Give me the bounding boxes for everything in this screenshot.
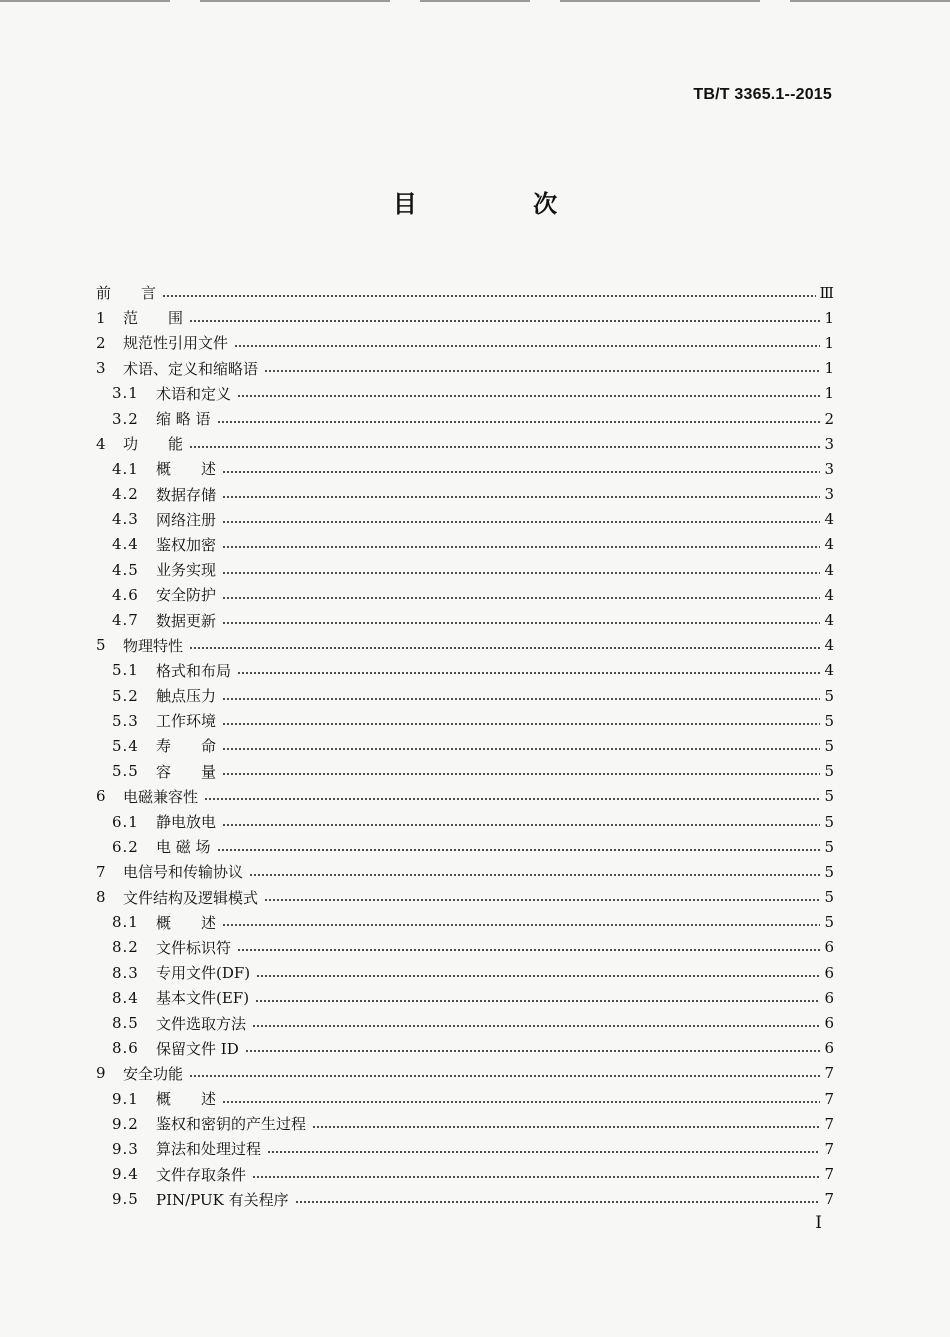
toc-entry-number: 9.2 xyxy=(112,1114,139,1133)
toc-entry[interactable] xyxy=(96,1111,834,1136)
toc-entry[interactable] xyxy=(96,582,834,607)
dot-leader xyxy=(249,874,820,876)
toc-entry-number: 4.1 xyxy=(112,459,139,478)
toc-entry[interactable] xyxy=(96,633,834,658)
toc-entry-number: 4.2 xyxy=(112,485,139,504)
dot-leader xyxy=(264,370,820,372)
toc-entry[interactable] xyxy=(96,658,834,683)
toc-entry[interactable] xyxy=(96,1187,834,1212)
toc-entry[interactable] xyxy=(96,482,834,507)
toc-entry-number: 6.2 xyxy=(112,837,139,856)
dot-leader xyxy=(222,1101,820,1103)
toc-entry[interactable] xyxy=(96,1086,834,1111)
toc-entry-label: 物理特性 xyxy=(123,636,184,655)
toc-entry[interactable] xyxy=(96,759,834,784)
toc-entry-page: 5 xyxy=(824,913,834,932)
dot-leader xyxy=(312,1126,820,1128)
toc-entry-page: 2 xyxy=(824,409,834,428)
toc-entry-page: 3 xyxy=(824,459,834,478)
toc-entry-page: 4 xyxy=(824,560,834,579)
toc-entry-label: 鉴权和密钥的产生过程 xyxy=(156,1115,307,1134)
toc-entry-label: 概 述 xyxy=(156,460,217,479)
toc-entry-page: 4 xyxy=(824,661,834,680)
toc-entry-number: 8.3 xyxy=(112,963,139,982)
dot-leader xyxy=(222,748,820,750)
toc-entry-page: 4 xyxy=(824,585,834,604)
page-title: 目 次 xyxy=(392,190,612,218)
toc-entry-label: 格式和布局 xyxy=(156,661,232,680)
toc-entry[interactable] xyxy=(96,330,834,355)
toc-entry-label: 规范性引用文件 xyxy=(123,334,229,353)
toc-entry-page: 3 xyxy=(824,434,834,453)
toc-entry-page: 6 xyxy=(824,963,834,982)
toc-entry-label: 静电放电 xyxy=(156,813,217,832)
toc-entry-number: 8.2 xyxy=(112,938,139,957)
toc-entry-label: 文件标识符 xyxy=(156,938,232,957)
toc-entry-label: 概 述 xyxy=(156,913,217,932)
scan-edge xyxy=(0,0,950,4)
toc-entry[interactable] xyxy=(96,431,834,456)
toc-entry-number: 4.5 xyxy=(112,560,139,579)
dot-leader xyxy=(295,1201,820,1203)
toc-entry-page: 1 xyxy=(824,384,834,403)
toc-entry-label: 安全功能 xyxy=(123,1064,184,1083)
dot-leader xyxy=(252,1176,820,1178)
toc-entry-number: 4.6 xyxy=(112,585,139,604)
toc-entry-number: 4.7 xyxy=(112,611,139,630)
toc-entry-label: 电信号和传输协议 xyxy=(123,863,244,882)
dot-leader xyxy=(222,924,820,926)
toc-entry-label: PIN/PUK 有关程序 xyxy=(156,1190,289,1209)
toc-entry-page: 4 xyxy=(824,510,834,529)
toc-entry-page: 5 xyxy=(824,812,834,831)
toc-entry-number: 2 xyxy=(96,333,106,352)
toc-entry[interactable] xyxy=(96,834,834,859)
toc-entry[interactable] xyxy=(96,809,834,834)
toc-entry-number: 5.4 xyxy=(112,736,139,755)
toc-entry-number: 8.6 xyxy=(112,1039,139,1058)
toc-entry-page: 4 xyxy=(824,636,834,655)
toc-entry-page: 7 xyxy=(824,1139,834,1158)
toc-entry-page: 6 xyxy=(824,938,834,957)
toc-entry[interactable] xyxy=(96,784,834,809)
toc-entry[interactable] xyxy=(96,1036,834,1061)
dot-leader xyxy=(222,496,820,498)
toc-entry[interactable] xyxy=(96,557,834,582)
toc-entry[interactable] xyxy=(96,733,834,758)
toc-entry[interactable] xyxy=(96,1010,834,1035)
toc-entry[interactable] xyxy=(96,683,834,708)
dot-leader xyxy=(245,1050,820,1052)
dot-leader xyxy=(189,1075,820,1077)
toc-entry-page: 5 xyxy=(824,862,834,881)
toc-entry[interactable] xyxy=(96,1061,834,1086)
dot-leader xyxy=(189,647,820,649)
dot-leader xyxy=(189,320,820,322)
dot-leader xyxy=(222,471,820,473)
dot-leader xyxy=(189,446,820,448)
dot-leader xyxy=(267,1151,820,1153)
toc-entry-label: 文件选取方法 xyxy=(156,1014,247,1033)
table-of-contents xyxy=(96,280,834,1212)
toc-entry-page: 7 xyxy=(824,1114,834,1133)
toc-entry-label: 电磁兼容性 xyxy=(123,787,199,806)
toc-entry-label: 容 量 xyxy=(156,762,217,781)
toc-entry-label: 寿 命 xyxy=(156,737,217,756)
toc-entry-label: 缩 略 语 xyxy=(156,410,211,429)
toc-entry-number: 7 xyxy=(96,862,106,881)
toc-entry[interactable] xyxy=(96,456,834,481)
toc-entry[interactable] xyxy=(96,960,834,985)
toc-entry-label: 前 言 xyxy=(96,284,157,303)
dot-leader xyxy=(237,949,820,951)
toc-entry-number: 3.1 xyxy=(112,384,139,403)
toc-entry-page: 6 xyxy=(824,1014,834,1033)
toc-entry-number: 4 xyxy=(96,434,106,453)
dot-leader xyxy=(237,395,820,397)
toc-entry-label: 鉴权加密 xyxy=(156,535,217,554)
toc-entry-label: 网络注册 xyxy=(156,510,217,529)
toc-entry-number: 3 xyxy=(96,359,106,378)
toc-entry-page: 5 xyxy=(824,736,834,755)
toc-entry-label: 数据存储 xyxy=(156,485,217,504)
toc-entry[interactable] xyxy=(96,985,834,1010)
toc-entry-label: 工作环境 xyxy=(156,712,217,731)
toc-entry-page: 1 xyxy=(824,333,834,352)
toc-entry-number: 5.3 xyxy=(112,711,139,730)
toc-entry[interactable] xyxy=(96,356,834,381)
toc-entry-label: 概 述 xyxy=(156,1090,217,1109)
toc-entry[interactable] xyxy=(96,280,834,305)
dot-leader xyxy=(222,698,820,700)
toc-entry-label: 文件存取条件 xyxy=(156,1165,247,1184)
toc-entry-page: 4 xyxy=(824,611,834,630)
toc-entry-number: 8 xyxy=(96,888,106,907)
toc-entry[interactable] xyxy=(96,507,834,532)
toc-entry-number: 6.1 xyxy=(112,812,139,831)
toc-entry[interactable] xyxy=(96,1136,834,1161)
toc-entry-page: 4 xyxy=(824,535,834,554)
toc-entry[interactable] xyxy=(96,305,834,330)
toc-entry-number: 8.1 xyxy=(112,913,139,932)
toc-entry[interactable] xyxy=(96,935,834,960)
dot-leader xyxy=(217,421,820,423)
toc-entry-page: 5 xyxy=(824,711,834,730)
toc-entry-label: 范 围 xyxy=(123,309,184,328)
toc-entry-label: 术语和定义 xyxy=(156,384,232,403)
dot-leader xyxy=(204,798,820,800)
toc-entry-number: 8.5 xyxy=(112,1014,139,1033)
toc-entry-label: 业务实现 xyxy=(156,561,217,580)
toc-entry-page: Ⅲ xyxy=(819,283,834,302)
dot-leader xyxy=(217,849,820,851)
dot-leader xyxy=(264,899,820,901)
dot-leader xyxy=(222,597,820,599)
toc-entry-number: 4.3 xyxy=(112,510,139,529)
toc-entry-label: 文件结构及逻辑模式 xyxy=(123,888,259,907)
toc-entry-page: 5 xyxy=(824,762,834,781)
toc-entry-label: 基本文件(EF) xyxy=(156,989,250,1008)
toc-entry-number: 5.1 xyxy=(112,661,139,680)
toc-entry-page: 7 xyxy=(824,1064,834,1083)
toc-entry-page: 5 xyxy=(824,837,834,856)
dot-leader xyxy=(222,723,820,725)
toc-entry-number: 9.3 xyxy=(112,1139,139,1158)
toc-entry-page: 6 xyxy=(824,988,834,1007)
toc-entry-label: 术语、定义和缩略语 xyxy=(123,359,259,378)
toc-entry[interactable] xyxy=(96,708,834,733)
toc-entry-label: 电 磁 场 xyxy=(156,838,211,857)
toc-entry-number: 4.4 xyxy=(112,535,139,554)
dot-leader xyxy=(222,824,820,826)
toc-entry-label: 功 能 xyxy=(123,435,184,454)
toc-entry-number: 6 xyxy=(96,787,106,806)
toc-entry[interactable] xyxy=(96,532,834,557)
page-number: I xyxy=(815,1213,822,1233)
toc-entry-page: 3 xyxy=(824,485,834,504)
toc-entry-page: 1 xyxy=(824,308,834,327)
toc-entry-page: 7 xyxy=(824,1190,834,1209)
toc-entry-number: 9.5 xyxy=(112,1190,139,1209)
toc-entry-page: 6 xyxy=(824,1039,834,1058)
dot-leader xyxy=(162,295,816,297)
toc-entry-page: 1 xyxy=(824,359,834,378)
toc-entry[interactable] xyxy=(96,406,834,431)
toc-entry-number: 9.4 xyxy=(112,1165,139,1184)
dot-leader xyxy=(222,572,820,574)
toc-entry-label: 算法和处理过程 xyxy=(156,1140,262,1159)
toc-entry-number: 9.1 xyxy=(112,1089,139,1108)
dot-leader xyxy=(237,672,820,674)
toc-entry-number: 1 xyxy=(96,308,106,327)
dot-leader xyxy=(222,521,820,523)
toc-entry[interactable] xyxy=(96,910,834,935)
toc-entry-page: 5 xyxy=(824,686,834,705)
dot-leader xyxy=(222,546,820,548)
toc-entry-number: 9 xyxy=(96,1064,106,1083)
document-code: TB/T 3365.1--2015 xyxy=(693,86,832,103)
dot-leader xyxy=(255,1000,820,1002)
toc-entry-page: 5 xyxy=(824,888,834,907)
toc-entry-label: 专用文件(DF) xyxy=(156,964,251,983)
toc-entry[interactable] xyxy=(96,885,834,910)
dot-leader xyxy=(256,975,820,977)
toc-entry-label: 安全防护 xyxy=(156,586,217,605)
dot-leader xyxy=(222,773,820,775)
toc-entry-number: 5 xyxy=(96,636,106,655)
toc-entry-number: 3.2 xyxy=(112,409,139,428)
toc-entry-page: 7 xyxy=(824,1165,834,1184)
toc-entry-label: 触点压力 xyxy=(156,687,217,706)
toc-entry-number: 5.2 xyxy=(112,686,139,705)
toc-entry-page: 7 xyxy=(824,1089,834,1108)
toc-entry-label: 数据更新 xyxy=(156,611,217,630)
dot-leader xyxy=(234,345,820,347)
toc-entry-page: 5 xyxy=(824,787,834,806)
toc-entry-label: 保留文件 ID xyxy=(156,1039,239,1058)
toc-entry-number: 8.4 xyxy=(112,988,139,1007)
dot-leader xyxy=(252,1025,820,1027)
dot-leader xyxy=(222,622,820,624)
toc-entry-number: 5.5 xyxy=(112,762,139,781)
toc-entry[interactable] xyxy=(96,381,834,406)
toc-entry[interactable] xyxy=(96,1162,834,1187)
toc-entry[interactable] xyxy=(96,859,834,884)
toc-entry[interactable] xyxy=(96,607,834,632)
